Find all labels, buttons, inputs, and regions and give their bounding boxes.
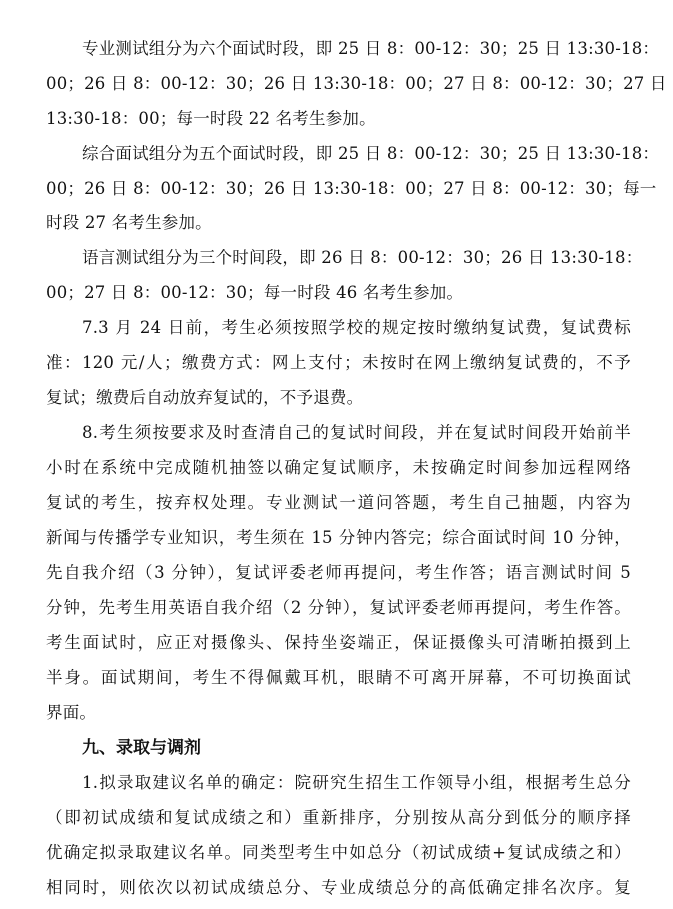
paragraph-line: 00；26 日 8：00-12：30；26 日 13:30-18：00；27 日 8：00-12：30；27 日 bbox=[46, 74, 667, 93]
paragraph-line: 半身。面试期间，考生不得佩戴耳机，眼睛不可离开屏幕，不可切换面试 bbox=[46, 668, 631, 687]
paragraph-line: 小时在系统中完成随机抽签以确定复试顺序，未按确定时间参加远程网络 bbox=[46, 458, 631, 477]
paragraph-line: 复试的考生，按弃权处理。专业测试一道问答题，考生自己抽题，内容为 bbox=[46, 493, 631, 512]
paragraph-line: 1.拟录取建议名单的确定：院研究生招生工作领导小组，根据考生总分 bbox=[82, 773, 631, 792]
section-heading: 九、录取与调剂 bbox=[82, 738, 201, 758]
paragraph-line: 考生面试时，应正对摄像头、保持坐姿端正，保证摄像头可清晰拍摄到上 bbox=[46, 633, 631, 652]
paragraph-line: 优确定拟录取建议名单。同类型考生中如总分（初试成绩+复试成绩之和） bbox=[46, 843, 631, 862]
paragraph-line: 专业测试组分为六个面试时段，即 25 日 8：00-12：30；25 日 13:30-18： bbox=[82, 39, 660, 58]
paragraph-line: 相同时，则依次以初试成绩总分、专业成绩总分的高低确定排名次序。复 bbox=[46, 878, 631, 897]
paragraph-line: 先自我介绍（3 分钟），复试评委老师再提问，考生作答；语言测试时间 5 bbox=[46, 563, 631, 582]
paragraph-line: 综合面试组分为五个面试时段，即 25 日 8：00-12：30；25 日 13:30-18： bbox=[82, 144, 660, 163]
paragraph-line: 复试；缴费后自动放弃复试的，不予退费。 bbox=[46, 388, 364, 407]
paragraph-line: 界面。 bbox=[46, 703, 97, 722]
paragraph-line: 准：120 元/人；缴费方式：网上支付；未按时在网上缴纳复试费的，不予 bbox=[46, 353, 631, 372]
paragraph-line: 时段 27 名考生参加。 bbox=[46, 213, 212, 232]
paragraph-line: 13:30-18：00；每一时段 22 名考生参加。 bbox=[46, 109, 376, 128]
paragraph-line: （即初试成绩和复试成绩之和）重新排序，分别按从高分到低分的顺序择 bbox=[46, 808, 631, 827]
paragraph-line: 8.考生须按要求及时查清自己的复试时间段，并在复试时间段开始前半 bbox=[82, 423, 631, 442]
paragraph-line: 00；27 日 8：00-12：30；每一时段 46 名考生参加。 bbox=[46, 283, 464, 302]
paragraph-line: 语言测试组分为三个时间段，即 26 日 8：00-12：30；26 日 13:30-18： bbox=[82, 248, 643, 267]
paragraph-line: 新闻与传播学专业知识，考生须在 15 分钟内答完；综合面试时间 10 分钟， bbox=[46, 528, 631, 547]
paragraph-line: 分钟，先考生用英语自我介绍（2 分钟），复试评委老师再提问，考生作答。 bbox=[46, 598, 631, 617]
paragraph-line: 00；26 日 8：00-12：30；26 日 13:30-18：00；27 日 8：00-12：30；每一 bbox=[46, 179, 657, 198]
paragraph-line: 7.3 月 24 日前，考生必须按照学校的规定按时缴纳复试费，复试费标 bbox=[82, 318, 631, 337]
